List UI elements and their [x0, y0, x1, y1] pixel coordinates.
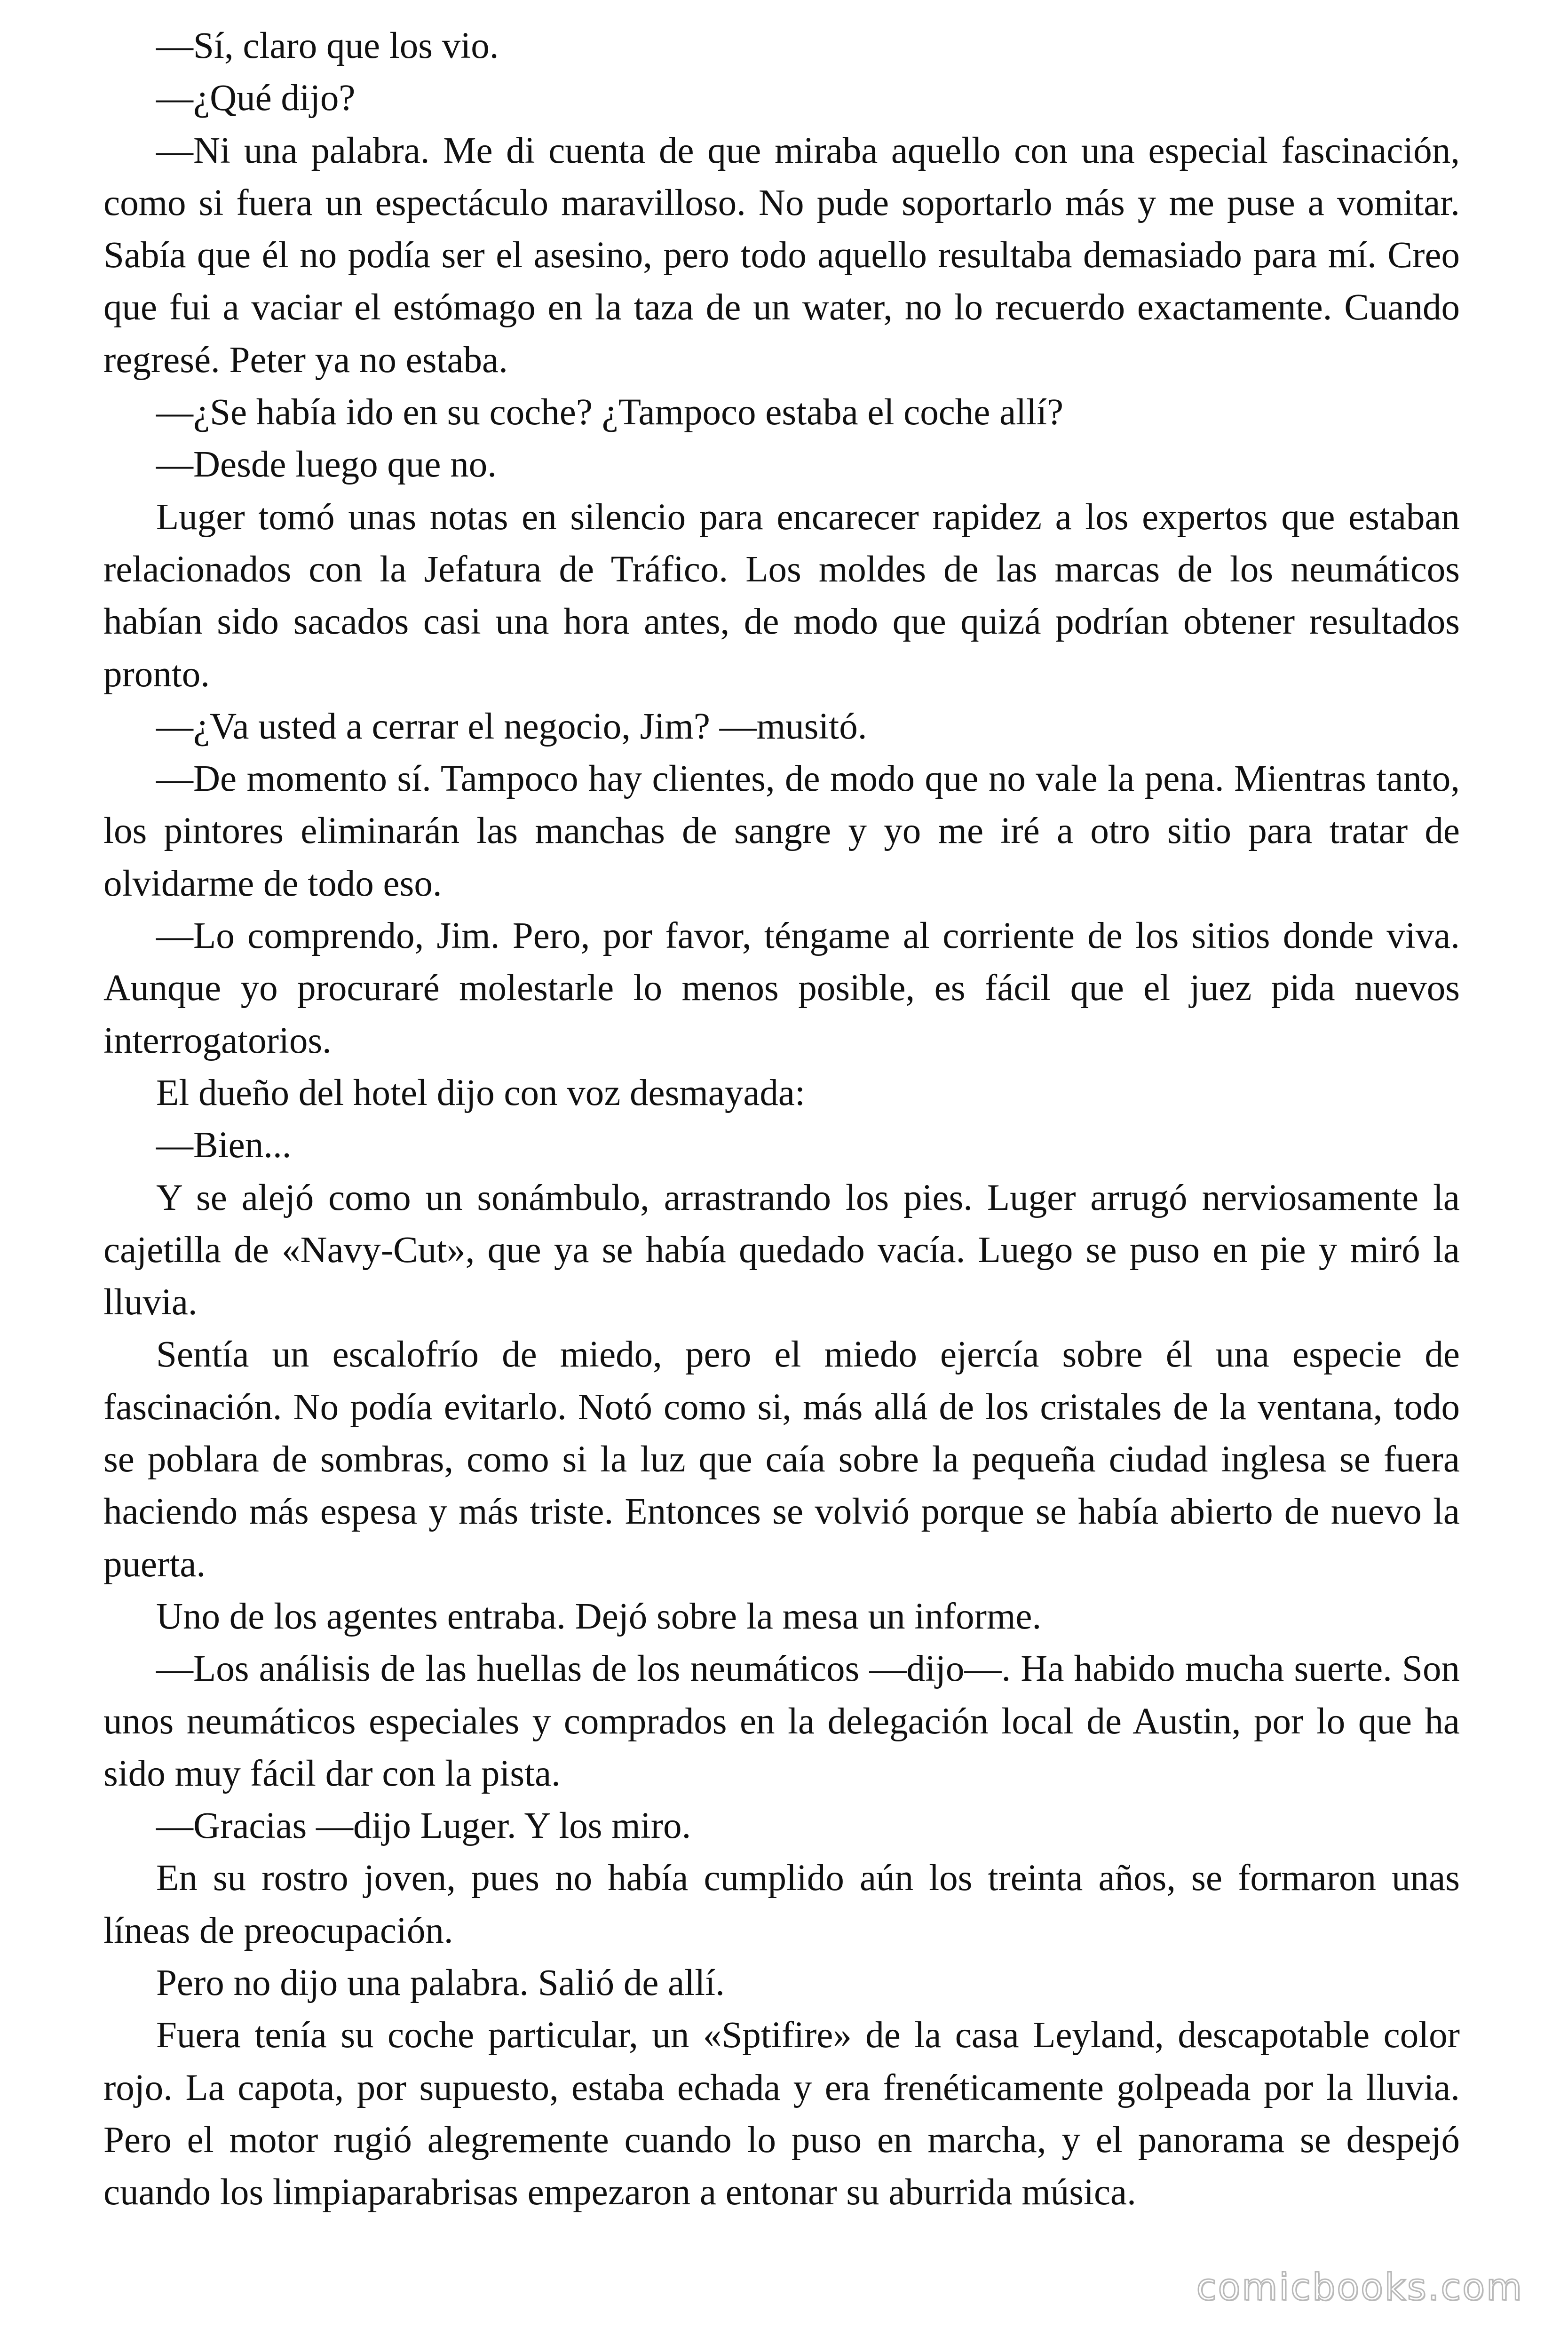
paragraph: —Bien...: [156, 1125, 292, 1166]
paragraph: —¿Qué dijo?: [156, 78, 356, 119]
site-watermark: comicbooks.com: [1196, 2266, 1523, 2309]
paragraph: —Los análisis de las huellas de los neumáticos —dijo—. Ha habido mucha suerte. Son unos neumáticos especiales y comprados en la delegación local de Austin, por lo que ha sido muy fácil dar con la pista.: [103, 1648, 1460, 1794]
page-text: [103, 20, 1460, 2218]
paragraph: Pero no dijo una palabra. Salió de allí.: [156, 1962, 725, 2003]
paragraph: —Desde luego que no.: [156, 444, 497, 485]
paragraph: —Lo comprendo, Jim. Pero, por favor, téngame al corriente de los sitios donde viva. Aunque yo procuraré molestarle lo menos posible, es fácil que el juez pida nuevos interrogatorios.: [103, 915, 1460, 1061]
paragraph: En su rostro joven, pues no había cumplido aún los treinta años, se formaron unas líneas de preocupación.: [103, 1858, 1460, 1951]
paragraph: Fuera tenía su coche particular, un «Sptifire» de la casa Leyland, descapotable color rojo. La capota, por supuesto, estaba echada y era frenéticamente golpeada por la lluvia. Pero el motor rugió alegremente cuando lo puso en marcha, y el panorama se despejó cuando los limpiaparabrisas empezaron a entonar su aburrida música.: [103, 2015, 1460, 2213]
paragraph: —Ni una palabra. Me di cuenta de que miraba aquello con una especial fascinación, como si fuera un espectáculo maravilloso. No pude soportarlo más y me puse a vomitar. Sabía que él no podía ser el asesino, pero todo aquello resultaba demasiado para mí. Creo que fui a vaciar el estómago en la taza de un water, no lo recuerdo exactamente. Cuando regresé. Peter ya no estaba.: [103, 130, 1460, 381]
paragraph: —¿Se había ido en su coche? ¿Tampoco estaba el coche allí?: [156, 392, 1064, 433]
paragraph: —De momento sí. Tampoco hay clientes, de modo que no vale la pena. Mientras tanto, los pintores eliminarán las manchas de sangre y yo me iré a otro sitio para tratar de olvidarme de todo eso.: [103, 758, 1460, 904]
paragraph: —Sí, claro que los vio.: [156, 25, 499, 66]
paragraph: —Gracias —dijo Luger. Y los miro.: [156, 1805, 691, 1847]
paragraph: Uno de los agentes entraba. Dejó sobre la mesa un informe.: [156, 1596, 1042, 1637]
paragraph: Sentía un escalofrío de miedo, pero el miedo ejercía sobre él una especie de fascinación. No podía evitarlo. Notó como si, más allá de los cristales de la ventana, todo se poblara de sombras, como si la luz que caía sobre la pequeña ciudad inglesa se fuera haciendo más espesa y más triste. Entonces se volvió porque se había abierto de nuevo la puerta.: [103, 1334, 1460, 1585]
paragraph: —¿Va usted a cerrar el negocio, Jim? —musitó.: [156, 706, 867, 747]
paragraph: El dueño del hotel dijo con voz desmayada:: [156, 1072, 805, 1113]
paragraph: Luger tomó unas notas en silencio para encarecer rapidez a los expertos que estaban relacionados con la Jefatura de Tráfico. Los moldes de las marcas de los neumáticos habían sido sacados casi una hora antes, de modo que quizá podrían obtener resultados pronto.: [103, 496, 1460, 695]
paragraph: Y se alejó como un sonámbulo, arrastrando los pies. Luger arrugó nerviosamente la cajetilla de «Navy-Cut», que ya se había quedado vacía. Luego se puso en pie y miró la lluvia.: [103, 1177, 1460, 1323]
